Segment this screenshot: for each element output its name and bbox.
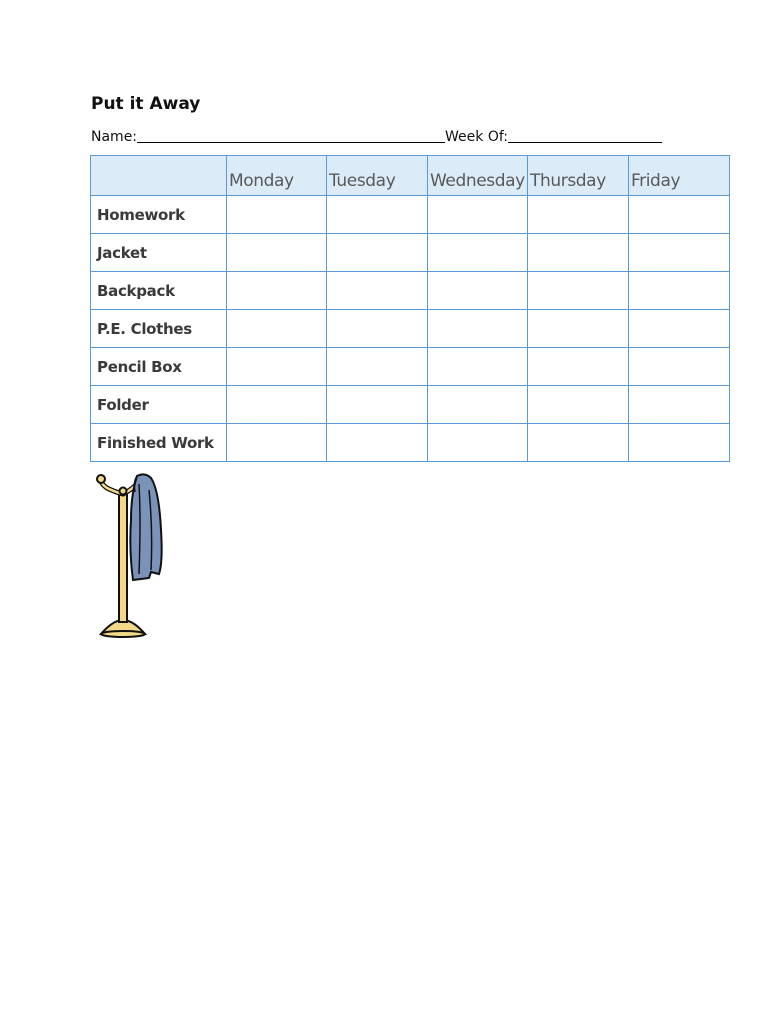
name-week-line xyxy=(91,126,662,146)
page-title: Put it Away xyxy=(91,94,201,114)
check-cell[interactable] xyxy=(227,272,327,310)
check-cell[interactable] xyxy=(428,386,528,424)
item-label: Folder xyxy=(91,386,227,424)
item-label: Backpack xyxy=(91,272,227,310)
check-cell[interactable] xyxy=(629,310,730,348)
week-of-label: Week Of: xyxy=(445,129,509,145)
check-cell[interactable] xyxy=(528,310,629,348)
check-cell[interactable] xyxy=(629,196,730,234)
check-cell[interactable] xyxy=(227,234,327,272)
item-label: Finished Work xyxy=(91,424,227,462)
check-cell[interactable] xyxy=(227,310,327,348)
check-cell[interactable] xyxy=(327,310,428,348)
table-row xyxy=(91,272,730,310)
check-cell[interactable] xyxy=(327,272,428,310)
name-blank-field[interactable] xyxy=(137,127,445,143)
check-cell[interactable] xyxy=(629,234,730,272)
check-cell[interactable] xyxy=(428,348,528,386)
check-cell[interactable] xyxy=(327,386,428,424)
check-cell[interactable] xyxy=(428,272,528,310)
check-cell[interactable] xyxy=(227,386,327,424)
check-cell[interactable] xyxy=(227,196,327,234)
item-label: Jacket xyxy=(91,234,227,272)
day-header: Wednesday xyxy=(428,156,528,196)
check-cell[interactable] xyxy=(327,348,428,386)
check-cell[interactable] xyxy=(227,348,327,386)
table-row xyxy=(91,310,730,348)
check-cell[interactable] xyxy=(629,386,730,424)
check-cell[interactable] xyxy=(528,272,629,310)
table-row xyxy=(91,348,730,386)
day-header: Tuesday xyxy=(327,156,428,196)
table-row xyxy=(91,196,730,234)
item-label: Pencil Box xyxy=(91,348,227,386)
week-of-blank-field[interactable] xyxy=(508,127,662,143)
check-cell[interactable] xyxy=(629,348,730,386)
check-cell[interactable] xyxy=(227,424,327,462)
check-cell[interactable] xyxy=(327,424,428,462)
check-cell[interactable] xyxy=(528,234,629,272)
check-cell[interactable] xyxy=(528,386,629,424)
table-row xyxy=(91,386,730,424)
name-label: Name: xyxy=(91,129,138,145)
check-cell[interactable] xyxy=(528,348,629,386)
check-cell[interactable] xyxy=(428,196,528,234)
check-cell[interactable] xyxy=(428,310,528,348)
item-label: P.E. Clothes xyxy=(91,310,227,348)
check-cell[interactable] xyxy=(528,196,629,234)
day-header: Monday xyxy=(227,156,327,196)
put-away-chart xyxy=(90,155,730,462)
check-cell[interactable] xyxy=(428,424,528,462)
corner-cell xyxy=(91,156,227,196)
check-cell[interactable] xyxy=(327,234,428,272)
check-cell[interactable] xyxy=(528,424,629,462)
day-header: Thursday xyxy=(528,156,629,196)
table-row xyxy=(91,234,730,272)
table-row xyxy=(91,424,730,462)
item-label: Homework xyxy=(91,196,227,234)
check-cell[interactable] xyxy=(629,424,730,462)
check-cell[interactable] xyxy=(428,234,528,272)
day-header: Friday xyxy=(629,156,730,196)
check-cell[interactable] xyxy=(327,196,428,234)
day-header-row xyxy=(91,156,730,196)
check-cell[interactable] xyxy=(629,272,730,310)
coat-rack-icon xyxy=(93,470,165,640)
